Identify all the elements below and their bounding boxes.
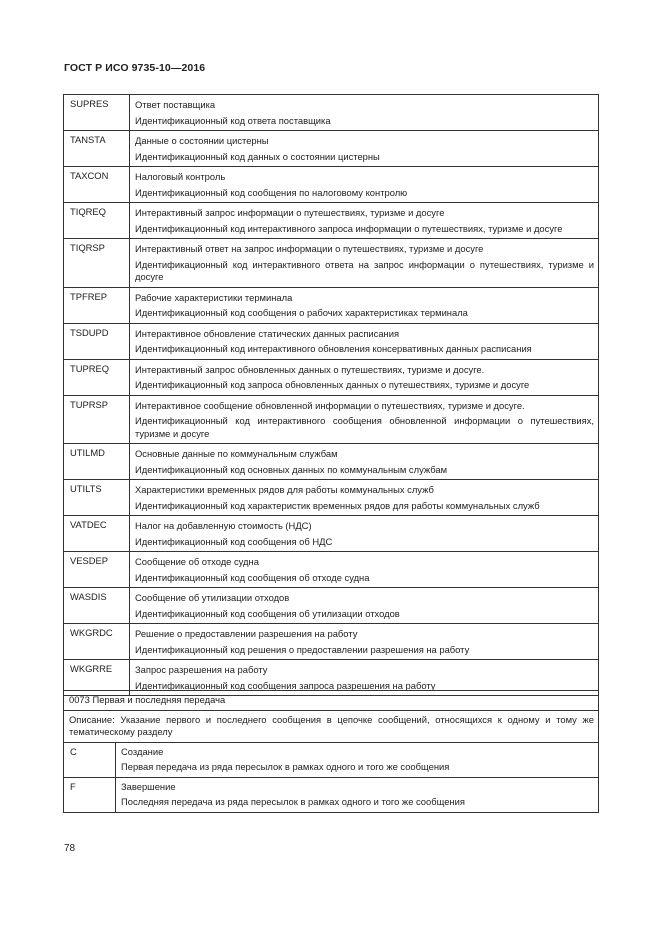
message-name: Налог на добавленную стоимость (НДС)	[135, 520, 312, 531]
message-identification-description: Идентификационный код сообщения о рабочих характеристиках терминала	[135, 307, 468, 318]
element-description: Описание: Указание первого и последнего сообщения в цепочке сообщений, относящихся к одному и тому же тематическому разделу	[64, 710, 599, 742]
message-description-cell	[130, 131, 599, 167]
element-value-description: Последняя передача из ряда пересылок в рамках одного и того же сообщения	[121, 796, 465, 807]
message-code: TUPREQ	[64, 359, 130, 395]
message-name: Рабочие характеристики терминала	[135, 291, 293, 303]
message-description-cell	[130, 516, 599, 552]
message-name: Решение о предоставлении разрешения на работу	[135, 628, 358, 639]
table-row	[64, 287, 599, 323]
message-identification-description: Идентификационный код основных данных по коммунальным службам	[135, 463, 448, 475]
message-code: TPFREP	[64, 287, 130, 323]
message-description-cell	[130, 444, 599, 480]
message-code: VATDEC	[64, 516, 130, 552]
message-code: TANSTA	[64, 131, 130, 167]
table-row	[64, 552, 599, 588]
message-code: UTILMD	[64, 444, 130, 480]
table-row	[64, 203, 599, 239]
message-name: Интерактивное обновление статических данных расписания	[135, 327, 400, 339]
message-name: Запрос разрешения на работу	[135, 664, 268, 675]
message-code: TUPRSP	[64, 395, 130, 444]
document-header: ГОСТ Р ИСО 9735-10—2016	[64, 62, 206, 74]
page-number: 78	[64, 843, 76, 854]
message-code: WASDIS	[64, 588, 130, 624]
message-code: SUPRES	[64, 95, 130, 131]
table-row	[64, 131, 599, 167]
message-name: Интерактивный запрос информации о путешествиях, туризме и досуге	[135, 207, 445, 218]
message-identification-description: Идентификационный код интерактивного обновления консервативных данных расписания	[135, 343, 532, 354]
message-description-cell	[130, 323, 599, 359]
message-identification-description: Идентификационный код интерактивного запроса информации о путешествиях, туризме и досуге	[135, 222, 563, 234]
message-description-cell	[130, 588, 599, 624]
element-value-row	[64, 742, 599, 777]
table-row	[64, 444, 599, 480]
message-code: WKGRDC	[64, 624, 130, 660]
message-identification-description: Идентификационный код сообщения по налоговому контролю	[135, 186, 408, 198]
message-description-cell	[130, 239, 599, 288]
data-element-0073-table	[63, 690, 599, 813]
message-code: WKGRRE	[64, 660, 130, 696]
element-value-name: Создание	[121, 745, 164, 757]
message-name: Ответ поставщика	[135, 99, 216, 110]
element-title-row	[64, 691, 599, 711]
message-description-cell	[130, 480, 599, 516]
table-row	[64, 239, 599, 288]
message-codes-table	[63, 94, 599, 696]
message-name: Основные данные по коммунальным службам	[135, 448, 338, 459]
element-value-description: Первая передача из ряда пересылок в рамках одного и того же сообщения	[121, 761, 450, 772]
message-name: Налоговый контроль	[135, 171, 226, 182]
message-code: UTILTS	[64, 480, 130, 516]
message-description-cell	[130, 395, 599, 444]
message-identification-description: Идентификационный код ответа поставщика	[135, 114, 331, 126]
message-identification-description: Идентификационный код характеристик временных рядов для работы коммунальных служб	[135, 499, 540, 511]
message-description-cell	[130, 624, 599, 660]
message-identification-description: Идентификационный код решения о предоставлении разрешения на работу	[135, 643, 470, 655]
element-value-code: F	[64, 777, 116, 812]
table-row	[64, 167, 599, 203]
table-row	[64, 516, 599, 552]
element-value-description-cell	[116, 742, 599, 777]
element-value-name: Завершение	[121, 780, 176, 792]
message-identification-description: Идентификационный код интерактивного ответа на запрос информации о путешествиях, туризме и досуге	[135, 258, 594, 282]
message-name: Данные о состоянии цистерны	[135, 135, 269, 146]
element-value-code: C	[64, 742, 116, 777]
table-row	[64, 588, 599, 624]
message-name: Интерактивный запрос обновленных данных о путешествиях, туризме и досуге.	[135, 363, 485, 375]
element-title: 0073 Первая и последняя передача	[64, 691, 599, 711]
message-description-cell	[130, 287, 599, 323]
message-identification-description: Идентификационный код сообщения запроса разрешения на работу	[135, 679, 436, 691]
message-description-cell	[130, 552, 599, 588]
table-row	[64, 95, 599, 131]
table-row	[64, 323, 599, 359]
message-name: Сообщение об отходе судна	[135, 556, 259, 567]
message-code: TIQRSP	[64, 239, 130, 288]
message-name: Сообщение об утилизации отходов	[135, 592, 290, 603]
message-codes-table-body	[64, 95, 599, 696]
message-code: VESDEP	[64, 552, 130, 588]
message-description-cell	[130, 359, 599, 395]
message-identification-description: Идентификационный код запроса обновленных данных о путешествиях, туризме и досуге	[135, 379, 530, 390]
message-description-cell	[130, 95, 599, 131]
message-name: Интерактивное сообщение обновленной информации о путешествиях, туризме и досуге.	[135, 399, 525, 411]
message-description-cell	[130, 167, 599, 203]
message-code: TAXCON	[64, 167, 130, 203]
table-row	[64, 624, 599, 660]
message-description-cell	[130, 203, 599, 239]
element-description-row	[64, 710, 599, 742]
message-identification-description: Идентификационный код сообщения об утилизации отходов	[135, 607, 400, 619]
table-row	[64, 480, 599, 516]
message-name: Характеристики временных рядов для работы коммунальных служб	[135, 484, 434, 495]
table-row	[64, 395, 599, 444]
element-value-description-cell	[116, 777, 599, 812]
message-identification-description: Идентификационный код сообщения об отходе судна	[135, 571, 370, 583]
element-value-row	[64, 777, 599, 812]
table-row	[64, 359, 599, 395]
message-identification-description: Идентификационный код сообщения об НДС	[135, 535, 333, 547]
message-code: TIQREQ	[64, 203, 130, 239]
message-identification-description: Идентификационный код интерактивного сообщения обновленной информации о путешествиях, туризме и досуге	[135, 415, 594, 439]
message-code: TSDUPD	[64, 323, 130, 359]
message-name: Интерактивный ответ на запрос информации о путешествиях, туризме и досуге	[135, 243, 484, 254]
message-identification-description: Идентификационный код данных о состоянии цистерны	[135, 150, 380, 162]
